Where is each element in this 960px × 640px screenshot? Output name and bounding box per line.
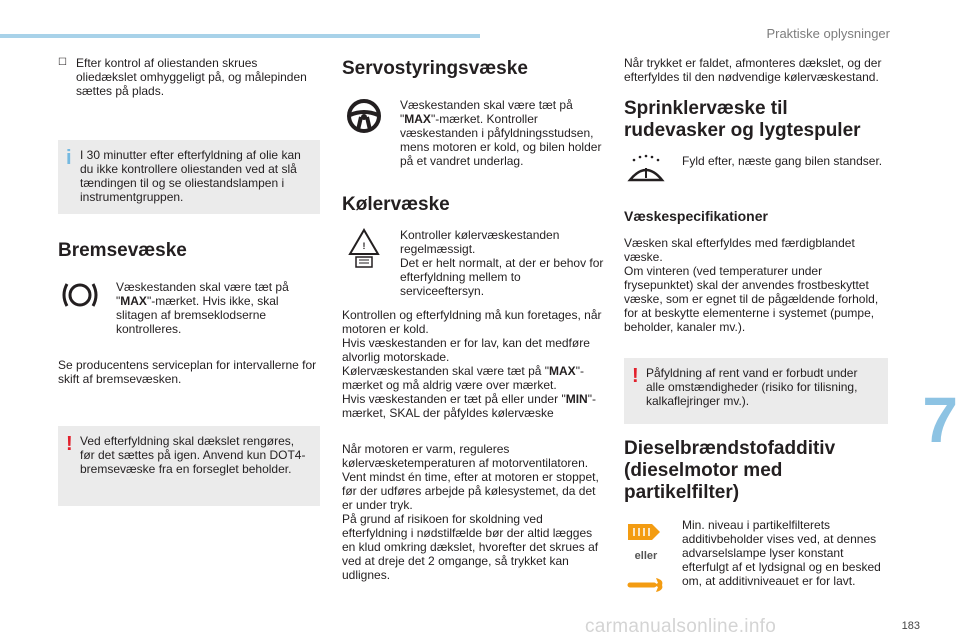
washer-icon (624, 154, 668, 188)
brake-fluid-title: Bremsevæske (58, 240, 187, 261)
coolant-continued-paragraph: Når trykket er faldet, afmonteres dækslet, og der efterfyldes til den nødvendige kølervæskestand. (624, 56, 882, 84)
wrench-icon (626, 574, 666, 596)
column-1 (58, 56, 320, 506)
bullet-text: Efter kontrol af oliestanden skrues oliedækslet omhyggeligt på, og målepinden sættes på plads. (76, 56, 307, 98)
page-number: 183 (901, 620, 920, 632)
diesel-additive-title: Dieselbrændstofadditiv (dieselmotor med partikelfilter) (624, 438, 836, 503)
bullet-icon: ☐ (58, 57, 67, 68)
brake-warning-text: Ved efterfyldning skal dækslet rengøres, før det sættes på igen. Anvend kun DOT4-bremsevæske fra en forseglet beholder. (80, 434, 306, 476)
info-icon: i (66, 147, 72, 169)
section-name: Praktiske oplysninger (766, 26, 890, 41)
power-steering-title: Servostyringsvæske (342, 58, 528, 79)
warning-icon: ! (66, 433, 73, 455)
fluid-spec-paragraph: Væsken skal efterfyldes med færdigblandet væske. Om vinteren (ved temperaturer under frysepunktet) skal der anvendes frostbeskyttet væske, som er egnet til de pågældende forhold, for at beskytte elementerne i systemet (pumpe, beholder, kanaler mv.). (624, 236, 879, 334)
info-note-text: I 30 minutter efter efterfyldning af olie kan du ikke kontrollere oliestanden ved at slå tændingen til og se oliestandslampen i instrumentgruppen. (80, 148, 301, 204)
washer-fluid-text: Fyld efter, næste gang bilen standser. (682, 154, 883, 168)
info-note (58, 140, 320, 214)
coolant-paragraph-1: Kontrollen og efterfyldning må kun foretages, når motoren er kold. Hvis væskestanden er for lav, kan det medføre alvorlig motorskade. Kølervæskestanden skal være tæt på "MAX"-mærket og må aldrig være over mærket. Hvis væskestanden er tæt på eller under "MIN"-mærket, SKAL der påfyldes kølervæske (342, 308, 602, 420)
coolant-paragraph-2: Når motoren er varm, reguleres kølervæsketemperaturen af motorventilatoren. Vent mindst én time, efter at motoren er stoppet, før der udføres arbejde på kølesystemet, da det er under tryk. På grund af risikoen for skoldning ved efterfyldning i nødstilfælde bør der altid lægges en klud omkring dækslet, hvorefter det skrues af ved at dreje det 2 omgange, så trykket kan udlignes. (342, 442, 599, 582)
coolant-icon-text: Kontroller kølervæskestanden regelmæssigt. Det er helt normalt, at der er behov for efterfyldning mellem to serviceeftersyn. (400, 228, 604, 298)
power-steering-text: Væskestanden skal være tæt på "MAX"-mærket. Kontroller væskestanden i påfyldningsstudsen, mens motoren er kold, og bilen holder på et vandret underlag. (400, 98, 602, 168)
check-oil-bullet (58, 56, 320, 98)
brake-warning-icon (58, 280, 102, 310)
brake-service-paragraph: Se producentens serviceplan for intervallerne for skift af bremsevæsken. (58, 358, 317, 386)
svg-text:!: ! (362, 241, 366, 251)
brake-fluid-text: Væskestanden skal være tæt på "MAX"-mærket. Hvis ikke, skal slitagen af bremseklodserne kontrolleres. (116, 280, 289, 336)
diesel-icon-group (624, 518, 668, 596)
fluid-spec-title: Væskespecifikationer (624, 208, 768, 224)
chapter-number: 7 (922, 384, 958, 456)
coolant-block (342, 228, 604, 298)
power-steering-block (342, 98, 604, 168)
warning-icon: ! (632, 365, 639, 387)
header-accent-bar (0, 34, 480, 38)
diesel-additive-text: Min. niveau i partikelfilterets additivbeholder vises ved, at dennes advarselslampe lyser konstant efterfulgt af et lydsignal og en besked om, at additivniveauet er for lavt. (682, 518, 881, 588)
steering-wheel-icon (342, 98, 386, 134)
brake-warning-note (58, 426, 320, 506)
washer-fluid-block (624, 154, 886, 188)
column-2 (342, 56, 604, 582)
column-3 (624, 56, 886, 596)
washer-fluid-title: Sprinklervæske til rudevasker og lygtespuler (624, 98, 861, 141)
eller-label: eller (634, 550, 658, 562)
coolant-title: Kølervæske (342, 194, 450, 215)
coolant-icon (342, 228, 386, 268)
diesel-filter-icon (626, 518, 666, 546)
brake-fluid-block (58, 280, 320, 336)
fluid-warning-note (624, 358, 888, 424)
diesel-additive-block (624, 518, 886, 596)
fluid-warning-text: Påfyldning af rent vand er forbudt under alle omstændigheder (risiko for tilisning, kalkaflejringer mv.). (646, 366, 858, 408)
watermark: carmanualsonline.info (585, 616, 777, 637)
